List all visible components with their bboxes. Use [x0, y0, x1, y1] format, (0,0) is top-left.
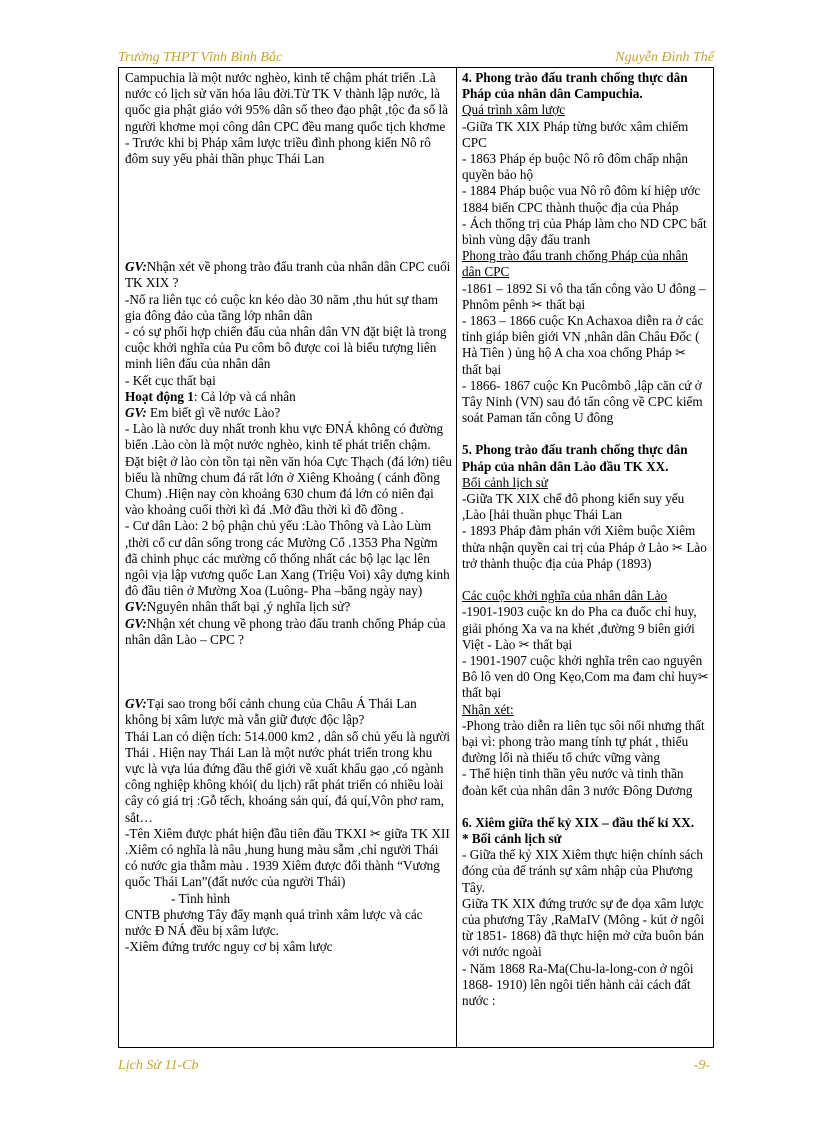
- paragraph: Giữa TK XIX đứng trước sự đe dọa xâm lược của phương Tây ,RaMaIV (Mông - kút ở ngôi từ 1851- 1868) đã thực hiện mở cửa buôn bán với nước ngoài: [462, 895, 705, 960]
- header-author: Nguyễn Đình Thế: [615, 50, 714, 65]
- gv-label: GV:: [125, 696, 147, 712]
- activity-heading: [125, 389, 452, 405]
- question-text: Nhận xét về phong trào đấu tranh của nhân dân CPC cuối TK XIX ?: [125, 259, 451, 291]
- page-footer: [118, 1058, 714, 1076]
- paragraph: -Tên Xiêm được phát hiện đầu tiên đầu TKXI ✂ giữa TK XII .Xiêm có nghĩa là nâu ,hung hung màu sẫm ,chỉ người Thái có nước gia thẫm màu . 1939 Xiêm được đổi thành “Vương quốc Thái Lan”(đất nước của người Thái): [125, 825, 450, 890]
- question-text: Tại sao trong bối cảnh chung của Châu Á Thái Lan không bị xâm lược mà vẫn giữ được độc lập?: [125, 696, 417, 728]
- question-text: Em biết gì về nước Lào?: [146, 405, 281, 421]
- subheading: Các cuộc khởi nghĩa của nhân dân Lào: [462, 588, 668, 604]
- subheading: Phong trào đấu tranh chống Pháp của nhân dân CPC: [462, 248, 688, 280]
- paragraph: - Trước khi bị Pháp xâm lược triều đình phong kiến Nô rô đôm suy yếu phải thần phục Thái Lan: [125, 134, 431, 167]
- paragraph: -1861 – 1892 Si vô tha tấn công vào U đông – Phnôm pênh ✂ thất bại: [462, 280, 706, 312]
- paragraph: Campuchia là một nước nghèo, kinh tế chậm phát triển .Là nước có lịch sử văn hóa lâu đời.Từ TK V thành lập nước, là quốc gia phật giáo với 95% dân số theo đạo phật ,tộc đa số là người khơme mọi công dân CPC đều mang quốc tịch khơme: [125, 70, 449, 134]
- paragraph: - 1901-1907 cuộc khởi nghĩa trên cao nguyên Bô lô ven d0 Ong Kẹo,Com ma đam chỉ huy✂ thất bại: [462, 652, 709, 701]
- content-column: [457, 68, 713, 1047]
- gv-label: GV:: [125, 615, 147, 631]
- paragraph: - có sự phối hợp chiến đấu của nhân dân VN đặt biệt là trong cuộc khởi nghĩa của Pu côm bô được coi là biểu tượng liên minh liên đấu của nhân dân: [125, 324, 447, 372]
- section-heading-5: 5. Phong trào đấu tranh chống thực dân Pháp của nhân dân Lào đầu TK XX.: [462, 442, 688, 474]
- header-school: Trường THPT Vĩnh Bình Bắc: [118, 50, 283, 65]
- teacher-question: [125, 696, 452, 728]
- paragraph: - 1884 Pháp buộc vua Nô rô đôm kí hiệp ước 1884 biến CPC thành thuộc địa của Pháp: [462, 183, 701, 215]
- paragraph: - 1866- 1867 cuộc Kn Pucômbô ,lập căn cứ ở Tây Ninh (VN) sau đó tấn công về CPC kiểm soát Paman tấn công U đông: [462, 377, 703, 426]
- subheading: Quá trình xâm lược: [462, 102, 566, 118]
- paragraph: - 1893 Pháp đàm phán với Xiêm buộc Xiêm thừa nhận quyền cai trị của Pháp ở Lào ✂ Lào trở thành thuộc địa của Pháp (1893): [462, 523, 707, 571]
- paragraph: -Giữa TK XIX Pháp từng bước xâm chiếm CPC: [462, 118, 689, 150]
- page-header: [118, 50, 714, 68]
- paragraph: - Lào là nước duy nhất tronh khu vực ĐNÁ không có đường biển .Lào còn là một nước nghèo, kinh tế phát triển chậm. Đặt biệt ở lào còn tồn tại nền văn hóa Cực Thạch (đá lớn) tiêu biểu là những chum đá rất lớn ở Xiêng Khoảng ( cánh đồng Chum) .Hiện nay còn khoảng 630 chum đá lớn có niên đại vào khoảng cuối thời kì đá .Mở đầu thời kì đồ đồng .: [125, 421, 452, 518]
- paragraph: -1901-1903 cuộc kn do Pha ca đuốc chỉ huy, giải phóng Xa va na khét ,đường 9 biên giới Việt - Lào ✂ thất bại: [462, 604, 697, 652]
- paragraph: - Cư dân Lào: 2 bộ phận chủ yếu :Lào Thông và Lào Lùm ,thời cổ cư dân sống trong các Mường Cổ .1353 Pha Ngừm đã chinh phục các mường cổ thống nhất các bộ lạc lạc lên ngôi vịa lập vương quốc Lan Xang (Triệu Voi) xây dựng kinh đô đầu tiên ở Mường Xoa (Luông- Pha –băng ngày nay): [125, 518, 450, 599]
- paragraph: -Nổ ra liên tục có cuộc kn kéo dào 30 năm ,thu hút sự tham gia đông đảo của tầng lớp nhân dân: [125, 291, 438, 323]
- subheading: * Bối cảnh lịch sử: [462, 830, 562, 846]
- paragraph: - 1863 – 1866 cuộc Kn Achaxoa diễn ra ở các tỉnh giáp biên giới VN ,nhân dân Châu Đốc ( Hà Tiên ) ủng hộ A cha xoa chống Pháp ✂ thất bại: [462, 313, 704, 377]
- teacher-question: [125, 599, 452, 615]
- paragraph: -Phong trào diễn ra liên tục sôi nổi nhưng thất bại vì: phong trào mang tính tự phát , thiếu đường lối nà thiếu tổ chức vững vàng: [462, 717, 705, 766]
- gv-label: GV:: [125, 599, 147, 615]
- paragraph: - Thể hiện tinh thần yêu nước và tinh thần đoàn kết của nhân dân 3 nước Đông Dương: [462, 766, 693, 798]
- paragraph: - Kết cục thất bại: [125, 372, 216, 388]
- gv-label: GV:: [125, 259, 147, 275]
- subheading: Bối cảnh lịch sử: [462, 474, 548, 490]
- activity-text: : Cả lớp và cá nhân: [193, 388, 296, 404]
- subheading: Nhận xét:: [462, 701, 514, 717]
- teacher-question: [125, 405, 452, 421]
- paragraph: - Năm 1868 Ra-Ma(Chu-la-long-con ở ngôi 1868- 1910) lên ngôi tiến hành cải cách đất nước :: [462, 960, 694, 1008]
- paragraph: - Ách thống trị của Pháp làm cho ND CPC bất bình vùng dậy đấu tranh: [462, 215, 707, 248]
- footer-subject: Lịch Sử 11-Cb: [118, 1058, 199, 1073]
- paragraph: CNTB phương Tây đẩy mạnh quá trình xâm lược và các nước Đ NÁ đều bị xâm lược.: [125, 906, 423, 938]
- paragraph: Thái Lan có diện tích: 514.000 km2 , dân số chủ yếu là người Thái . Hiện nay Thái Lan là một nước phát triển trong khu vực là vựa lúa đứng đầu thế giới về xuất khẩu gạo ,có ngành công nghiệp không khói( du lịch) rất phát triển có nhiều loài cây có giá trị :Gỗ tếch, khoáng sản quí, đá quí,Vôn phơ ram, sắt…: [125, 728, 451, 825]
- paragraph: - Tình hình: [171, 890, 231, 906]
- question-text: Nhận xét chung về phong trào đấu tranh chống Pháp của nhân dân Lào – CPC ?: [125, 615, 446, 647]
- page-number: -9-: [693, 1058, 710, 1073]
- section-heading-6: 6. Xiêm giữa thế kỷ XIX – đầu thế kỉ XX.: [462, 814, 695, 830]
- activities-column: [119, 68, 457, 1047]
- question-text: Nguyên nhân thất bại ,ý nghĩa lịch sử?: [146, 599, 351, 615]
- lesson-table: [118, 67, 714, 1048]
- paragraph: -Giữa TK XIX chế đô phong kiến suy yếu ,Lào [hải thuần phục Thái Lan: [462, 491, 685, 523]
- teacher-question: [125, 616, 452, 648]
- section-heading-4: 4. Phong trào đấu tranh chống thực dân Pháp của nhân dân Campuchia.: [462, 70, 688, 102]
- activity-label: Hoạt động 1: [125, 388, 194, 404]
- gv-label: GV:: [125, 405, 147, 421]
- paragraph: - Giữa thế kỷ XIX Xiêm thực hiện chính sách đóng của để tránh sự xâm nhập của Phương Tây.: [462, 847, 703, 895]
- paragraph: - 1863 Pháp ép buộc Nô rô đôm chấp nhận quyền bảo hộ: [462, 151, 688, 183]
- teacher-question: [125, 259, 452, 291]
- paragraph: -Xiêm đứng trước nguy cơ bị xâm lược: [125, 939, 333, 955]
